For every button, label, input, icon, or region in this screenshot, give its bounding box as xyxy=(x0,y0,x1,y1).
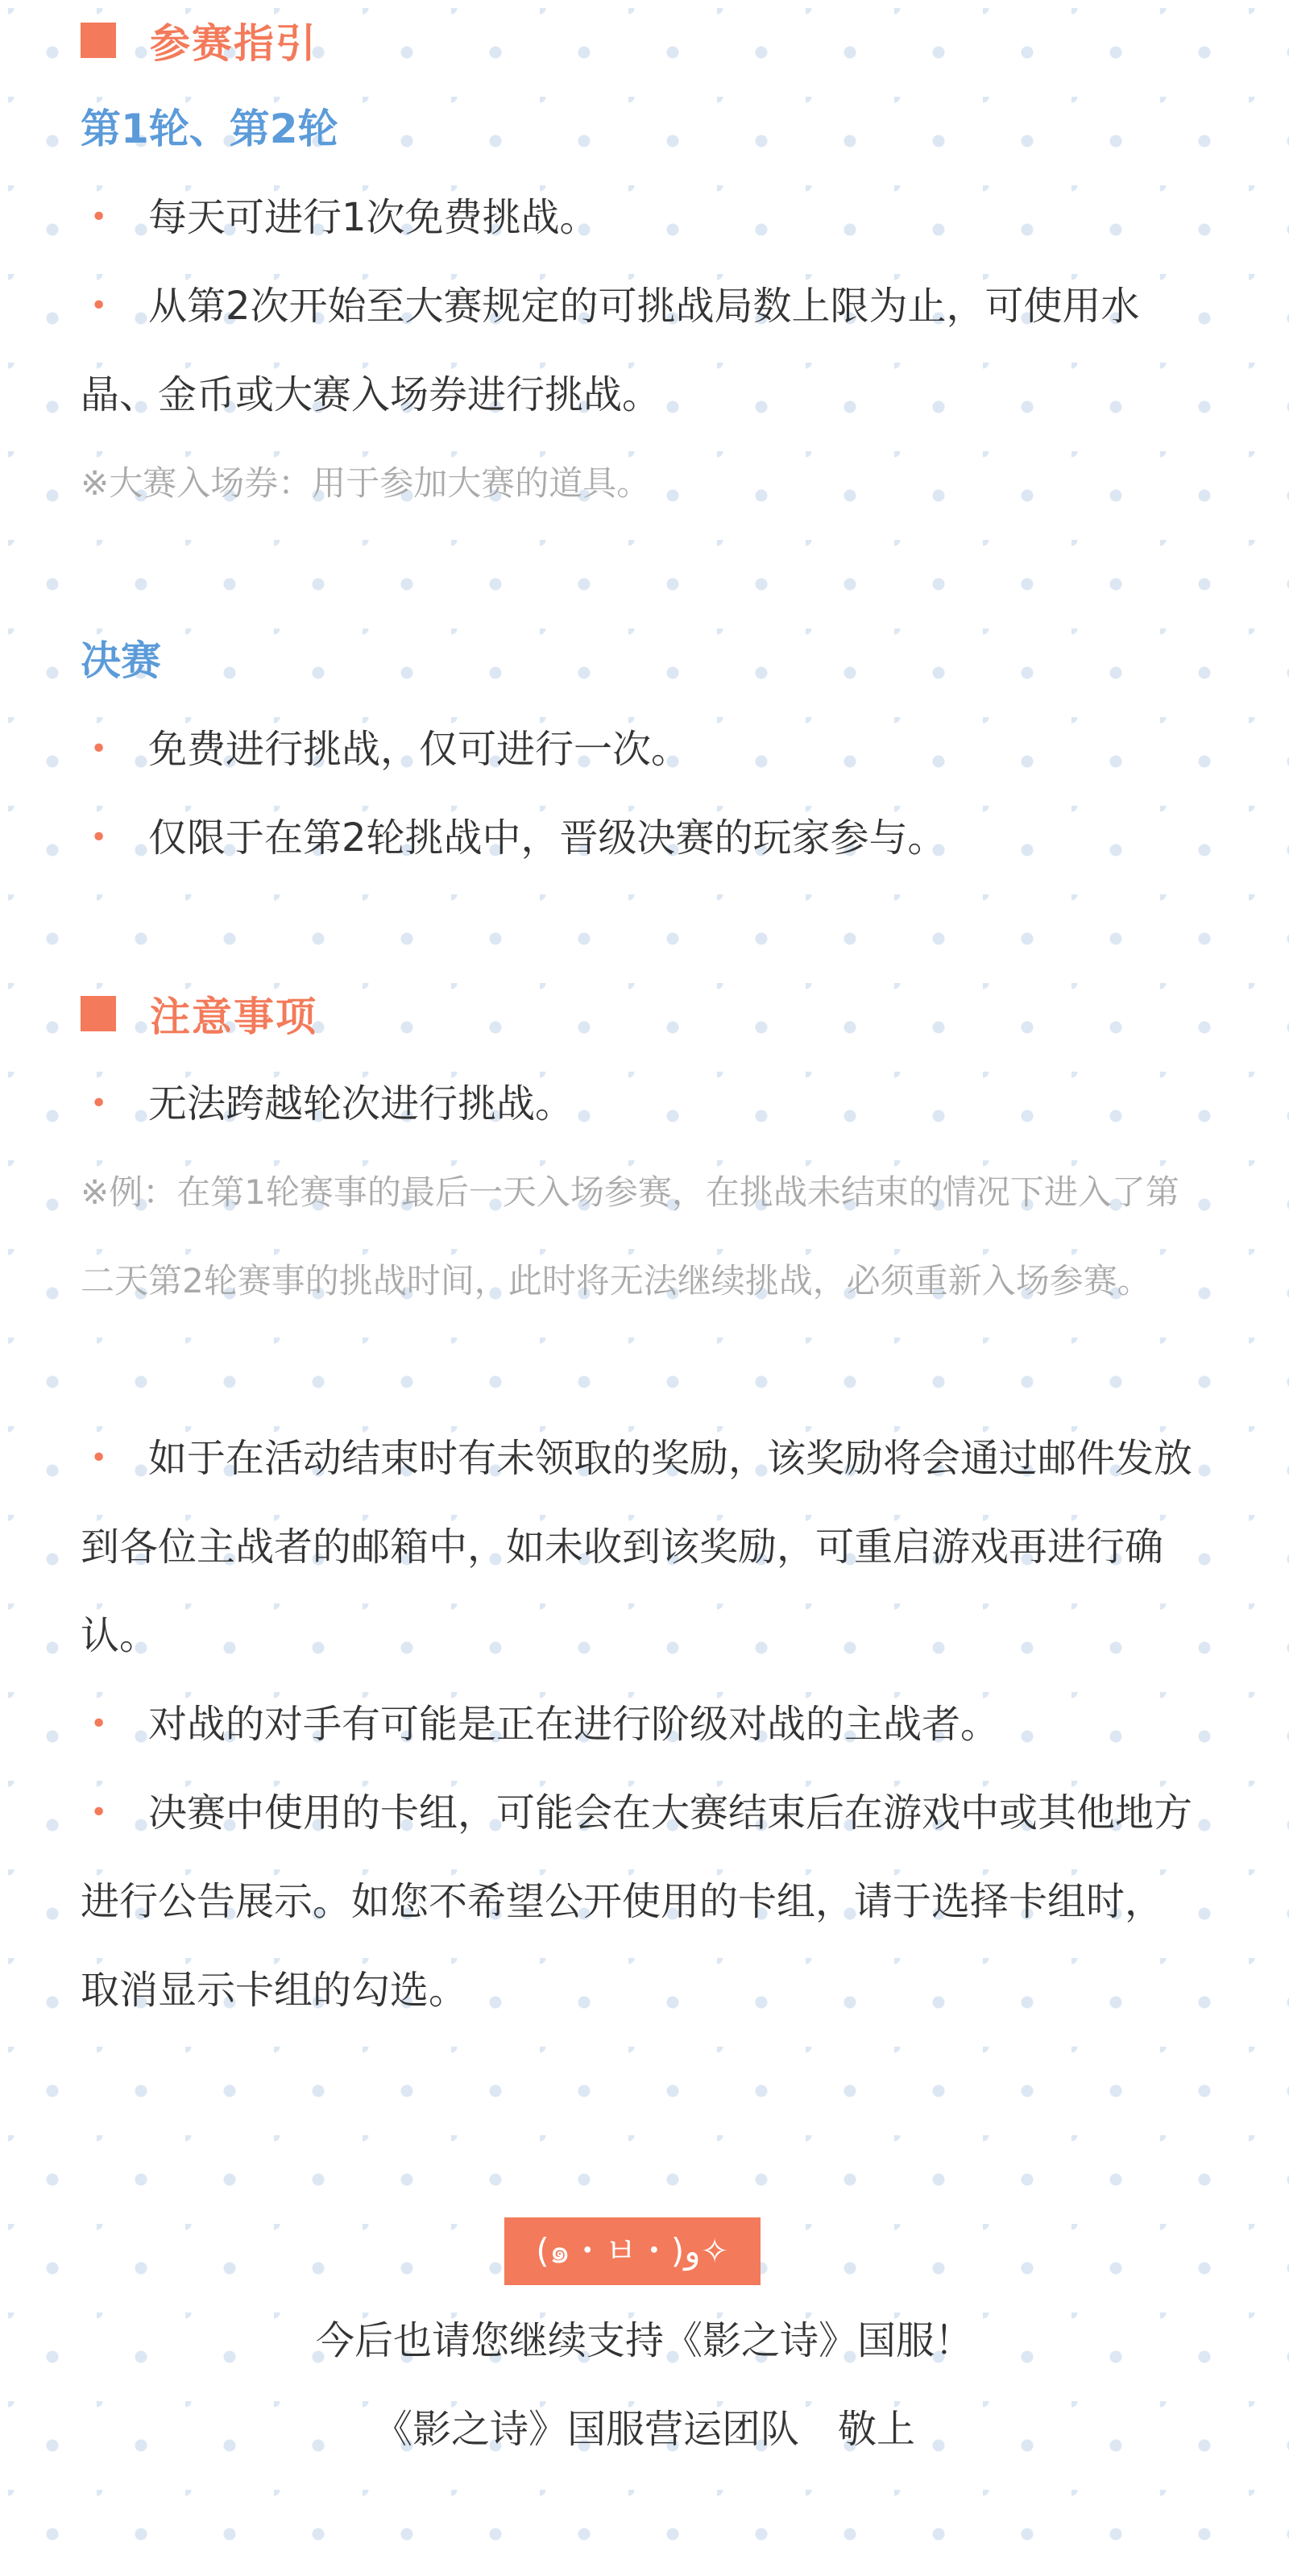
list-item-text: 对战的对手有可能是正在进行阶级对战的主战者。 xyxy=(148,1702,1000,1747)
note-text: ※例：在第1轮赛事的最后一天入场参赛，在挑战未结束的情况下进入了第二天第2轮赛事的挑战时间，此时将无法继续挑战，必须重新入场参赛。 xyxy=(81,1172,1179,1300)
bullet-dot-icon: • xyxy=(90,1707,108,1740)
section-heading-notice xyxy=(81,973,317,1054)
list-item-text: 免费进行挑战，仅可进行一次。 xyxy=(148,727,690,772)
section-heading-text: 参赛指引 xyxy=(150,20,317,67)
list-item xyxy=(81,262,1192,439)
bullet-dot-icon: • xyxy=(90,289,108,322)
bullet-dot-icon: • xyxy=(90,1796,108,1829)
note-text: ※大赛入场券：用于参加大赛的道具。 xyxy=(81,463,651,503)
bullet-dot-icon: • xyxy=(90,1441,108,1475)
list-item xyxy=(81,794,1192,882)
list-item-text: 仅限于在第2轮挑战中，晋级决赛的玩家参与。 xyxy=(148,815,947,861)
bullet-dot-icon: • xyxy=(90,732,108,765)
section-heading-guide xyxy=(81,0,317,81)
closing-line: 今后也请您继续支持《影之诗》国服！ xyxy=(315,2318,973,2363)
list-item xyxy=(81,1680,1192,1769)
bullet-dot-icon: • xyxy=(90,201,108,234)
bullet-dot-icon: • xyxy=(90,1087,108,1120)
list-item xyxy=(81,705,1192,794)
sub-heading-round12: 第1轮、第2轮 xyxy=(81,106,338,152)
list-item xyxy=(81,173,1192,262)
signature-line: 《影之诗》国服营运团队 敬上 xyxy=(373,2407,915,2452)
emoticon-badge: (๑・ㅂ・)و✧ xyxy=(504,2217,761,2285)
list-item-text: 无法跨越轮次进行挑战。 xyxy=(148,1081,574,1126)
list-item-text: 决赛中使用的卡组，可能会在大赛结束后在游戏中或其他地方进行公告展示。如您不希望公开使用的卡组，请于选择卡组时，取消显示卡组的勾选。 xyxy=(81,1790,1193,2013)
sub-heading-final: 决赛 xyxy=(81,637,161,684)
list-item-text: 从第2次开始至大赛规定的可挑战局数上限为止，可使用水晶、金币或大赛入场券进行挑战。 xyxy=(81,284,1140,417)
list-item xyxy=(81,1414,1192,1680)
square-icon xyxy=(81,23,116,58)
list-item xyxy=(81,1060,1192,1148)
list-item-text: 如于在活动结束时有未领取的奖励，该奖励将会通过邮件发放到各位主战者的邮箱中，如未收到该奖励，可重启游戏再进行确认。 xyxy=(81,1436,1193,1658)
square-icon xyxy=(81,996,116,1031)
bullet-dot-icon: • xyxy=(90,821,108,854)
list-item-text: 每天可进行1次免费挑战。 xyxy=(148,195,599,240)
list-item xyxy=(81,1769,1192,2035)
section-heading-text: 注意事项 xyxy=(150,993,317,1040)
